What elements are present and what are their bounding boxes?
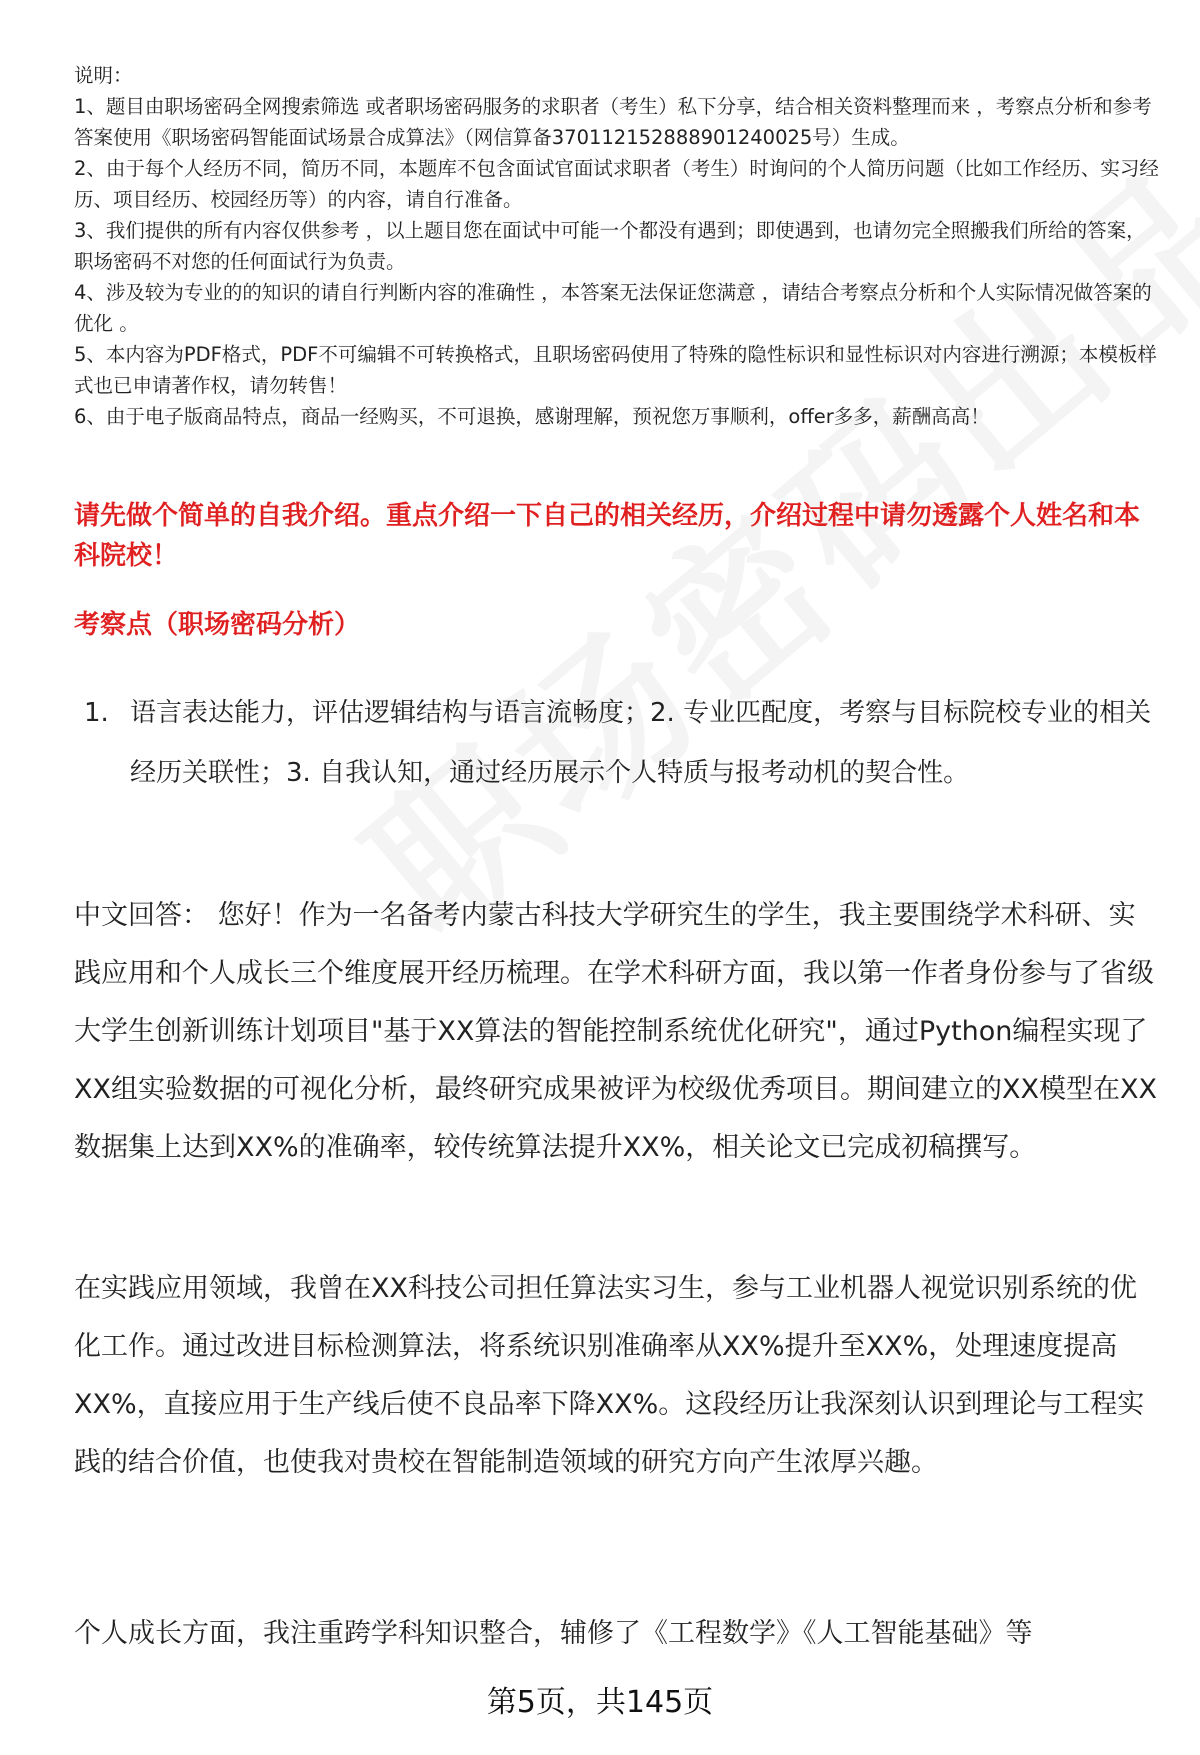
answer-paragraph-2: 在实践应用领域，我曾在XX科技公司担任算法实习生，参与工业机器人视觉识别系统的优化工作。通过改进目标检测算法，将系统识别准确率从XX%提升至XX%，处理速度提高XX%，直接应用于生产线后使不良品率下降XX%。这段经历让我深刻认识到理论与工程实践的结合价值，也使我对贵校在智能制造领域的研究方向产生浓厚兴趣。 [74, 1273, 1145, 1478]
note-item: 4、涉及较为专业的的知识的请自行判断内容的准确性 ，本答案无法保证您满意 ，请结合考察点分析和个人实际情况做答案的优化 。 [74, 281, 1152, 335]
note-item: 1、题目由职场密码全网搜索筛选 或者职场密码服务的求职者（考生）私下分享，结合相关资料整理而来 ，考察点分析和参考答案使用《职场密码智能面试场景合成算法》（网信算备370112152888901240025号）生成。 [74, 95, 1152, 149]
note-item: 5、本内容为PDF格式，PDF不可编辑不可转换格式，且职场密码使用了特殊的隐性标识和显性标识对内容进行溯源；本模板样式也已申请著作权，请勿转售！ [74, 343, 1157, 397]
note-item: 6、由于电子版商品特点，商品一经购买，不可退换，感谢理解，预祝您万事顺利，offer多多，薪酬高高！ [74, 405, 990, 428]
note-item: 2、由于每个人经历不同，简历不同，本题库不包含面试官面试求职者（考生）时询问的个人简历问题（比如工作经历、实习经历、项目经历、校园经历等）的内容，请自行准备。 [74, 157, 1159, 211]
note-item: 3、我们提供的所有内容仅供参考 ，以上题目您在面试中可能一个都没有遇到；即使遇到，也请勿完全照搬我们所给的答案，职场密码不对您的任何面试行为负责。 [74, 219, 1146, 273]
disclaimer-notes [74, 60, 1160, 432]
page-number: 第5页，共145页 [486, 1685, 714, 1720]
interview-question: 请先做个简单的自我介绍。重点介绍一下自己的相关经历，介绍过程中请勿透露个人姓名和本科院校！ [74, 501, 1141, 571]
analysis-text: 语言表达能力，评估逻辑结构与语言流畅度；2. 专业匹配度，考察与目标院校专业的相关经历关联性；3. 自我认知，通过经历展示个人特质与报考动机的契合性。 [130, 698, 1152, 788]
answer-paragraph-3: 个人成长方面，我注重跨学科知识整合，辅修了《工程数学》《人工智能基础》等 [74, 1618, 1033, 1649]
analysis-points [84, 683, 1160, 803]
answer-paragraph-1: 中文回答： 您好！作为一名备考内蒙古科技大学研究生的学生，我主要围绕学术科研、实践应用和个人成长三个维度展开经历梳理。在学术科研方面，我以第一作者身份参与了省级大学生创新训练计划项目"基于XX算法的智能控制系统优化研究"，通过Python编程实现了XX组实验数据的可视化分析，最终研究成果被评为校级优秀项目。期间建立的XX模型在XX数据集上达到XX%的准确率，较传统算法提升XX%，相关论文已完成初稿撰写。 [74, 900, 1157, 1163]
notes-heading: 说明： [74, 64, 133, 87]
analysis-title: 考察点（职场密码分析） [74, 610, 361, 640]
list-number: 1. [84, 698, 109, 728]
